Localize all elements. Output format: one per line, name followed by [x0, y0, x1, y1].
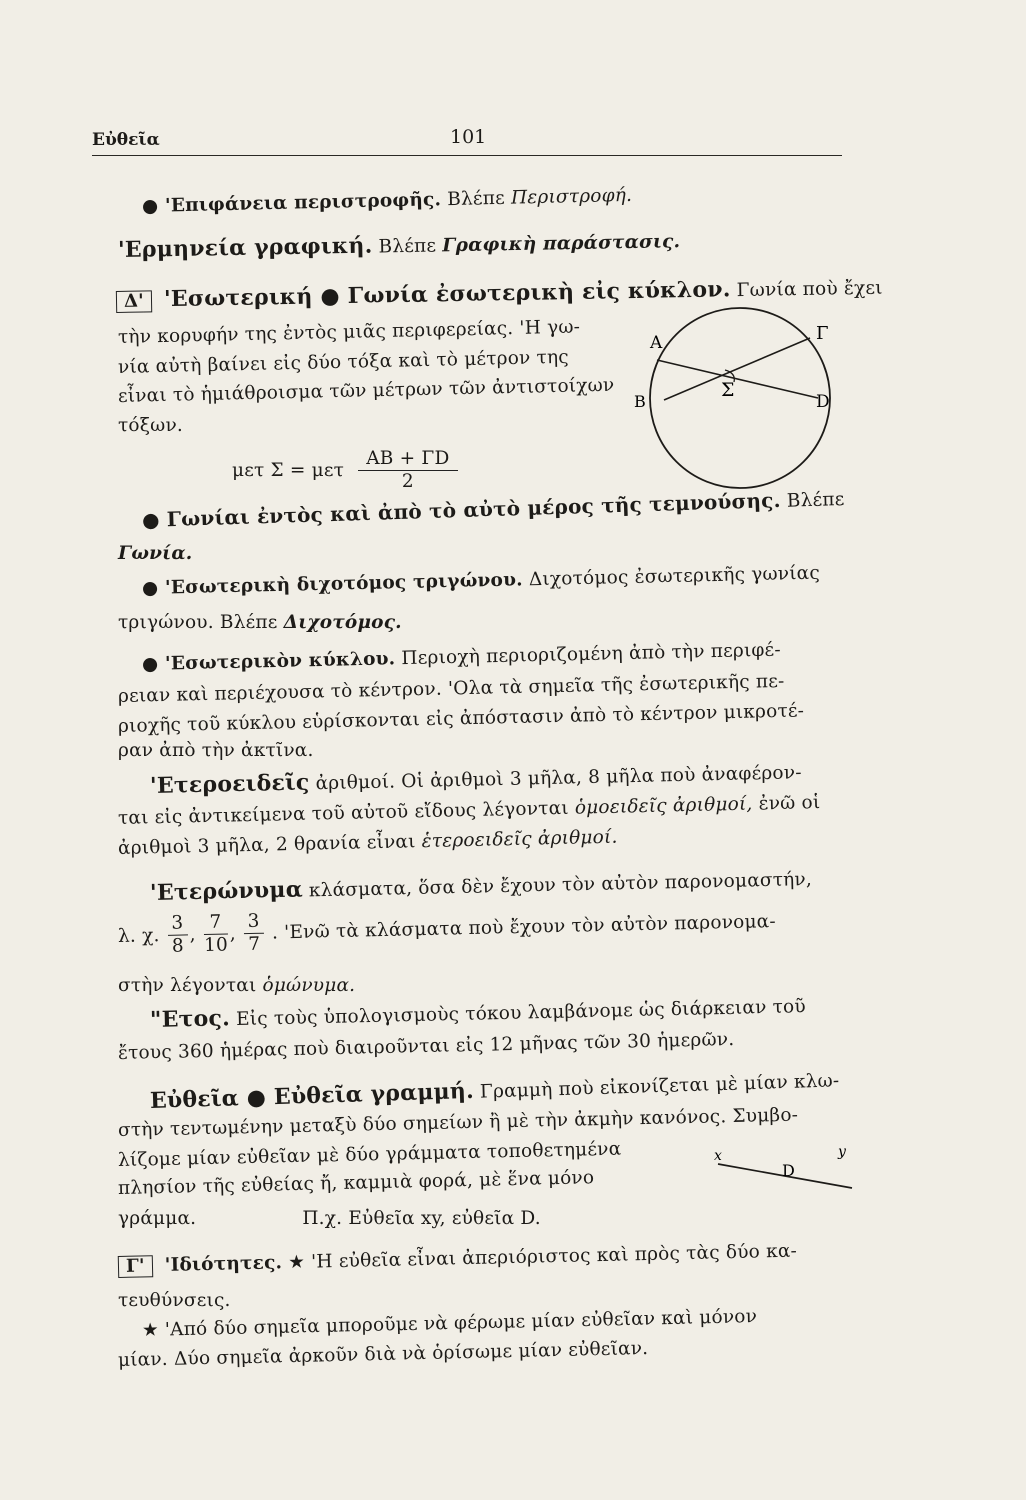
label-x: x	[714, 1148, 722, 1164]
paragraph-line	[118, 827, 618, 859]
paragraph-line: στὴν τεντωμένην μεταξὺ δύο σημείων ἢ μὲ τὴν ἀκμὴν κανόνος. Συμβο-	[117, 1104, 799, 1141]
entry-heading: ● 'Εσωτερικὴ διχοτόμος τριγώνου.	[141, 569, 524, 599]
paragraph-line: ραν ἀπὸ τὴν ἀκτῖνα.	[118, 740, 314, 761]
text: ἀριθμοὶ 3 μῆλα, 2 θρανία εἶναι	[117, 831, 416, 859]
entry-etos	[150, 992, 806, 1033]
fraction-examples: λ. χ. $\frac{3}{8}$ , $\frac{7}{10}$ , $\frac{3}{7}$ . 'Ενῶ τὰ κλάσματα ποὺ ἔχουν τὸν αὐτὸν παρονομα-	[117, 910, 777, 957]
line-diagram	[710, 1140, 860, 1195]
entry-heading: ● 'Επιφάνεια περιστροφῆς.	[141, 189, 442, 217]
label-d: D	[816, 392, 830, 412]
label-y: y	[838, 1144, 846, 1160]
running-title: Εὐθεῖα	[92, 130, 160, 150]
text: Βλέπε	[786, 488, 845, 512]
entry-heading: 'Εσωτερική ● Γωνία ἐσωτερικὴ εἰς κύκλον.	[163, 276, 731, 313]
numerator: 3	[167, 912, 188, 935]
paragraph-line: ★ 'Από δύο σημεῖα μποροῦμε νὰ φέρωμε μίαν εὐθεῖαν καὶ μόνον	[141, 1306, 758, 1341]
label-b: B	[634, 392, 646, 411]
denominator: 8	[171, 935, 185, 957]
label-gamma: Γ	[816, 323, 829, 344]
page-number: 101	[450, 126, 487, 148]
text: . 'Ενῶ τὰ κλάσματα ποὺ ἔχουν τὸν αὐτὸν παρονομα-	[271, 911, 777, 944]
text: κλάσματα, ὅσα δὲν ἔχουν τὸν αὐτὸν παρονομαστήν,	[308, 868, 813, 902]
paragraph-line: ἔτους 360 ἡμέρας ποὺ διαιροῦνται εἰς 12 μῆνας τῶν 30 ἡμερῶν.	[117, 1029, 735, 1064]
paragraph-line: τόξων.	[118, 415, 183, 436]
circle-diagram	[630, 290, 850, 510]
paragraph-line: εἶναι τὸ ἡμιάθροισμα τῶν μέτρων τῶν ἀντιστοίχων	[117, 374, 615, 407]
entry-eteroeideis	[150, 758, 802, 799]
paragraph-line: ρειαν καὶ περιέχουσα τὸ κέντρον. 'Ολα τὰ σημεῖα τῆς ἐσωτερικῆς πε-	[117, 670, 785, 707]
numerator: 3	[243, 911, 264, 934]
paragraph-line	[118, 792, 821, 829]
text: ἀριθμοί. Οἱ ἀριθμοὶ 3 μῆλα, 8 μῆλα ποὺ ἀναφέρον-	[315, 762, 802, 795]
paragraph-line: μίαν. Δύο σημεῖα ἀρκοῦν διὰ νὰ ὁρίσωμε μίαν εὐθεῖαν.	[117, 1337, 649, 1371]
header-rule	[92, 155, 842, 156]
formula-fraction	[358, 448, 457, 493]
emphasis: ἑτεροειδεῖς ἀριθμοί.	[421, 826, 618, 853]
label-a: A	[650, 333, 663, 353]
paragraph-line: τευθύνσεις.	[118, 1290, 231, 1311]
paragraph-line: πλησίον τῆς εὐθείας ἤ, καμμιὰ φορά, μὲ ἕνα μόνο	[117, 1167, 595, 1199]
text: ἐνῶ οἱ	[758, 792, 821, 815]
reference: Διχοτόμος.	[283, 612, 402, 633]
entry-heading: 'Ετερώνυμα	[149, 876, 304, 906]
text: Γραμμὴ ποὺ εἰκονίζεται μὲ μίαν κλω-	[479, 1070, 840, 1103]
circle	[650, 308, 830, 488]
text: ★ 'Η εὐθεῖα εἶναι ἀπεριόριστος καὶ πρὸς τὰς δύο κα-	[288, 1240, 798, 1274]
paragraph-line: λίζομε μίαν εὐθεῖαν μὲ δύο γράμματα τοποθετημένα	[117, 1138, 622, 1171]
paragraph-line	[118, 975, 355, 996]
paragraph-line: νία αὐτὴ βαίνει εἰς δύο τόξα καὶ τὸ μέτρον της	[117, 346, 570, 378]
text: Βλέπε	[446, 187, 506, 211]
entry-esoterikon-kyklou	[142, 640, 781, 675]
text: Γωνία ποὺ ἔχει	[736, 277, 883, 302]
fraction-3	[243, 911, 264, 956]
text: Διχοτόμος ἐσωτερικῆς γωνίας	[528, 562, 821, 591]
entry-epifaneia	[142, 185, 633, 217]
denominator: 10	[203, 934, 229, 957]
reference: Γραφικὴ παράστασις.	[442, 231, 681, 257]
entry-heading: "Ετος.	[149, 1005, 231, 1033]
label-sigma: Σ	[721, 379, 735, 401]
text: Βλέπε	[378, 235, 437, 258]
text: τριγώνου. Βλέπε	[118, 612, 278, 633]
paragraph-line	[118, 1208, 541, 1229]
paragraph-line	[118, 612, 402, 633]
entry-heading: 'Ιδιότητες.	[164, 1252, 283, 1276]
fraction-2	[203, 912, 228, 958]
entry-heading: ● 'Εσωτερικὸν κύκλου.	[141, 648, 396, 675]
paragraph-line: τὴν κορυφήν της ἐντὸς μιᾶς περιφερείας. 'Η γω-	[117, 316, 581, 348]
text: λ. χ.	[117, 925, 160, 947]
entry-heading: ● Γωνίαι ἐντὸς καὶ ἀπὸ τὸ αὐτὸ μέρος τῆς τεμνούσης.	[141, 487, 782, 532]
label-d: D	[782, 1161, 795, 1180]
angle-formula	[232, 448, 460, 493]
denominator: 7	[247, 933, 261, 956]
entry-heading: 'Ερμηνεία γραφική.	[117, 232, 373, 263]
text: γράμμα.	[118, 1208, 197, 1229]
entry-dichotomos	[142, 563, 820, 599]
example: Π.χ. Εὐθεῖα xy, εὐθεῖα D.	[302, 1208, 541, 1229]
entry-idiotites	[118, 1241, 797, 1278]
fraction-1	[167, 912, 188, 957]
formula-lhs: μετ Σ = μετ	[232, 460, 345, 481]
text: ται εἰς ἀντικείμενα τοῦ αὐτοῦ εἴδους λέγονται	[117, 797, 569, 829]
formula-numerator: AB + ΓD	[358, 448, 457, 471]
paragraph-line: ριοχῆς τοῦ κύκλου εὑρίσκονται εἰς ἀπόστασιν ἀπὸ τὸ κέντρον μικροτέ-	[117, 700, 805, 737]
reference: Γωνία.	[118, 543, 193, 564]
section-box: Γ'	[118, 1255, 153, 1278]
entry-heading: 'Ετεροειδεῖς	[149, 769, 310, 799]
reference: Περιστροφή.	[510, 184, 633, 209]
emphasis: ὁμώνυμα.	[262, 975, 356, 996]
entry-heading: Εὐθεῖα ● Εὐθεῖα γραμμή.	[149, 1077, 475, 1114]
entry-ermineia	[118, 227, 681, 263]
formula-denominator: 2	[401, 471, 414, 492]
numerator: 7	[203, 912, 227, 936]
section-box: Δ'	[116, 290, 152, 313]
text: Εἰς τοὺς ὑπολογισμοὺς τόκου λαμβάνομε ὡς διάρκειαν τοῦ	[235, 996, 807, 1031]
emphasis: ὁμοειδεῖς ἀριθμοί,	[574, 793, 753, 819]
text: στὴν λέγονται	[118, 975, 257, 996]
text: Περιοχὴ περιοριζομένη ἀπὸ τὴν περιφέ-	[401, 639, 782, 670]
